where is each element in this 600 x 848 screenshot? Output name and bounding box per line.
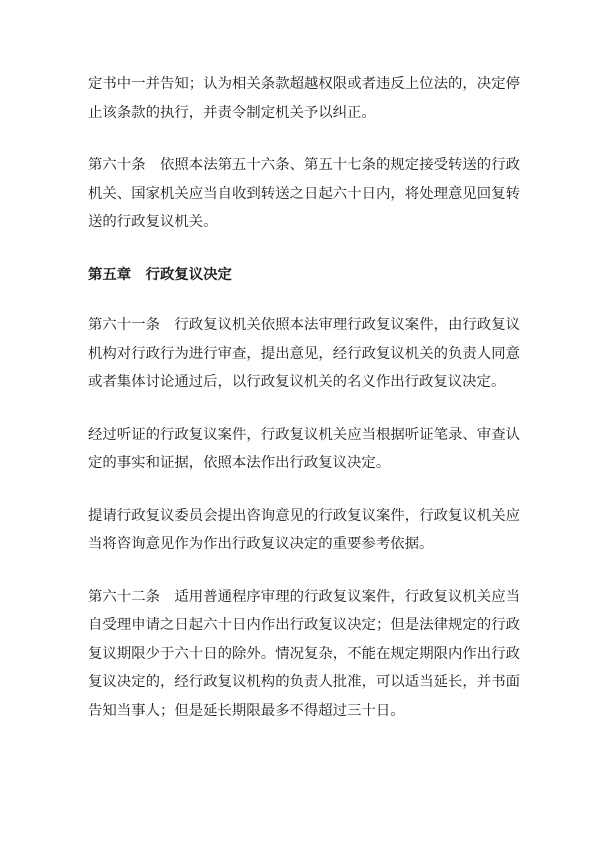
article-61: 第六十一条 行政复议机关依照本法审理行政复议案件，由行政复议机构对行政行为进行审查，提出意见，经行政复议机关的负责人同意或者集体讨论通过后，以行政复议机关的名义作出行政复议决定。	[88, 317, 520, 390]
article-62: 第六十二条 适用普通程序审理的行政复议案件，行政复议机关应当自受理申请之日起六十日内作出行政复议决定；但是法律规定的行政复议期限少于六十日的除外。情况复杂，不能在规定期限内作出行政复议决定的，经行政复议机构的负责人批准，可以适当延长，并书面告知当事人；但是延长期限最多不得超过三十日。	[88, 588, 520, 719]
article-61-paragraph-3: 提请行政复议委员会提出咨询意见的行政复议案件，行政复议机关应当将咨询意见作为作出行政复议决定的重要参考依据。	[88, 507, 520, 552]
document-page	[88, 70, 520, 749]
paragraph-continuation: 定书中一并告知；认为相关条款超越权限或者违反上位法的，决定停止该条款的执行，并责令制定机关予以纠正。	[88, 76, 520, 121]
article-61-paragraph-2: 经过听证的行政复议案件，行政复议机关应当根据听证笔录、审查认定的事实和证据，依照本法作出行政复议决定。	[88, 426, 520, 471]
article-60: 第六十条 依照本法第五十六条、第五十七条的规定接受转送的行政机关、国家机关应当自收到转送之日起六十日内，将处理意见回复转送的行政复议机关。	[88, 157, 520, 230]
chapter-heading: 第五章 行政复议决定	[88, 266, 232, 283]
